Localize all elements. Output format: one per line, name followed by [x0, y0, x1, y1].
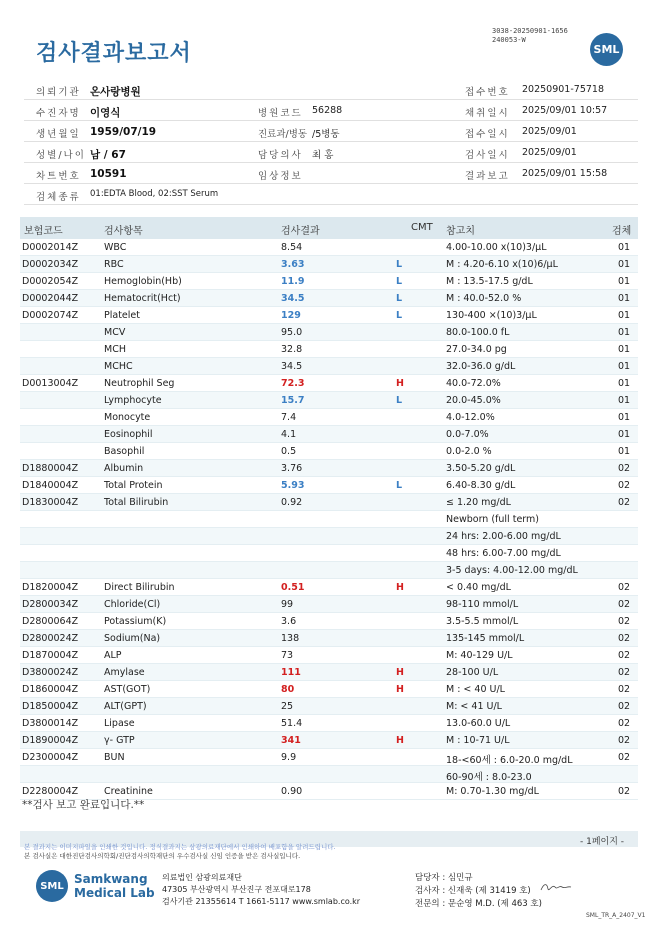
cell-ref: 4.00-10.00 x(10)3/μL [446, 242, 547, 253]
cell-result: 32.8 [281, 344, 303, 355]
cell-code: D2800034Z [22, 599, 79, 610]
cell-code: D1840004Z [22, 480, 79, 491]
patient-value: 이영식 [90, 107, 121, 119]
cell-item: MCH [104, 344, 126, 355]
cell-result: 15.7 [281, 395, 305, 406]
cell-ref: 130-400 ×(10)3/μL [446, 310, 537, 321]
table-row [20, 358, 638, 375]
address-line3: 검사기관 21355614 T 1661-5117 www.smlab.co.kr [162, 897, 361, 906]
receipt-no-value: 20250901-75718 [522, 84, 605, 95]
cell-code: D1830004Z [22, 497, 79, 508]
cell-result: 25 [281, 701, 294, 712]
table-row [20, 528, 638, 545]
collect-label: 채취일시 [465, 108, 510, 119]
cell-ref: 0.0-2.0 % [446, 446, 492, 457]
cell-ref: M : 13.5-17.5 g/dL [446, 276, 533, 287]
cell-result: 34.5 [281, 361, 303, 372]
collect-value: 2025/09/01 10:57 [522, 105, 608, 116]
cell-specimen: 02 [618, 667, 631, 678]
cell-ref: ≤ 1.20 mg/dL [446, 497, 511, 508]
cell-item: Chloride(Cl) [104, 599, 161, 610]
cell-code: D1860004Z [22, 684, 79, 695]
cell-code: D1880004Z [22, 463, 79, 474]
cell-code: D2280004Z [22, 786, 79, 797]
cell-item: Lipase [104, 718, 135, 729]
results-table-header [20, 217, 638, 239]
cell-cmt: L [396, 259, 403, 270]
cell-item: Sodium(Na) [104, 633, 161, 644]
cell-result: 138 [281, 633, 300, 644]
table-row [20, 647, 638, 664]
header-specimen: 검체 [612, 226, 632, 237]
cell-item: MCV [104, 327, 126, 338]
table-row [20, 664, 638, 681]
cell-cmt: L [396, 293, 403, 304]
cell-specimen: 01 [618, 242, 631, 253]
cell-cmt: H [396, 378, 404, 389]
table-row [20, 545, 638, 562]
report-value: 2025/09/01 15:58 [522, 168, 608, 179]
cell-specimen: 01 [618, 378, 631, 389]
table-row [20, 375, 638, 392]
page-number: - 1페이지 - [580, 837, 625, 847]
receive-value: 2025/09/01 [522, 126, 577, 137]
certification-note: 본 검사실은 대한진단검사의학회/진단검사의학재단의 우수검사실 신임 인증을 받은 검사실입니다. [24, 852, 301, 860]
table-row [20, 562, 638, 579]
table-row [20, 409, 638, 426]
table-row [20, 392, 638, 409]
cell-result: 11.9 [281, 276, 305, 287]
cell-ref: 135-145 mmol/L [446, 633, 525, 644]
receive-label: 접수일시 [465, 129, 510, 140]
table-row [20, 494, 638, 511]
table-row [20, 273, 638, 290]
report-complete-note: **검사 보고 완료입니다.** [22, 799, 145, 811]
table-row [20, 715, 638, 732]
cell-cmt: L [396, 310, 403, 321]
cell-ref: 40.0-72.0% [446, 378, 501, 389]
address-line1: 의료법인 삼광의료재단 [162, 873, 242, 882]
cell-item: BUN [104, 752, 125, 763]
report-label: 결과보고 [465, 171, 510, 182]
chart-label: 차트번호 [36, 171, 81, 182]
cell-ref: 4.0-12.0% [446, 412, 495, 423]
header-code: 보험코드 [24, 226, 63, 237]
specimen-label: 검체종류 [36, 192, 81, 203]
cell-code: D1890004Z [22, 735, 79, 746]
patient-label: 수진자명 [36, 108, 81, 119]
cell-code: D1870004Z [22, 650, 79, 661]
birth-value: 1959/07/19 [90, 126, 157, 138]
cell-result: 95.0 [281, 327, 303, 338]
staff-info [415, 872, 542, 911]
footer-sml-logo: SML [36, 870, 68, 902]
requester-value: 온사랑병원 [90, 86, 141, 98]
cell-specimen: 01 [618, 259, 631, 270]
dept-value: /5병동 [312, 129, 340, 140]
cell-specimen: 02 [618, 786, 631, 797]
cell-specimen: 01 [618, 361, 631, 372]
cell-item: Creatinine [104, 786, 153, 797]
header-result: 검사결과 [281, 226, 320, 237]
sex-age-value: 남 / 67 [90, 149, 126, 161]
cell-item: Total Protein [104, 480, 163, 491]
cell-ref: M: < 41 U/L [446, 701, 502, 712]
cell-item: ALP [104, 650, 122, 661]
table-row [20, 426, 638, 443]
table-row [20, 681, 638, 698]
cell-item: Albumin [104, 463, 144, 474]
cell-code: D3800024Z [22, 667, 79, 678]
cell-ref: M : 40.0-52.0 % [446, 293, 522, 304]
cell-result: 0.51 [281, 582, 305, 593]
brand-line1: Samkwang [74, 872, 148, 886]
brand-name [74, 872, 155, 900]
cell-code: D0002014Z [22, 242, 79, 253]
requester-label: 의뢰기관 [36, 87, 81, 98]
cell-result: 51.4 [281, 718, 303, 729]
form-code: SML_TR_A_2407_V1 [586, 912, 646, 919]
cell-ref: 0.0-7.0% [446, 429, 489, 440]
sex-age-label: 성별/나이 [36, 150, 86, 161]
receipt-no-label: 접수번호 [465, 87, 510, 98]
cell-cmt: H [396, 667, 404, 678]
cell-cmt: H [396, 684, 404, 695]
document-id-line1: 3038-20250901-1656 [492, 27, 568, 35]
cell-result: 4.1 [281, 429, 297, 440]
cell-ref: M : 4.20-6.10 x(10)6/μL [446, 259, 558, 270]
cell-ref: M : 10-71 U/L [446, 735, 510, 746]
cell-item: MCHC [104, 361, 133, 372]
cell-code: D3800014Z [22, 718, 79, 729]
cell-specimen: 02 [618, 582, 631, 593]
cell-result: 0.90 [281, 786, 303, 797]
cell-result: 129 [281, 310, 301, 321]
cell-result: 8.54 [281, 242, 303, 253]
birth-label: 생년월일 [36, 129, 81, 140]
header-ref: 참고치 [446, 226, 475, 237]
header-item: 검사항목 [104, 226, 143, 237]
cell-ref: 3.50-5.20 g/dL [446, 463, 516, 474]
cell-specimen: 01 [618, 310, 631, 321]
cell-result: 7.4 [281, 412, 297, 423]
table-row [20, 324, 638, 341]
cell-cmt: L [396, 276, 403, 287]
cell-result: 3.76 [281, 463, 303, 474]
cell-ref: 80.0-100.0 fL [446, 327, 510, 338]
cell-result: 3.6 [281, 616, 297, 627]
cell-item: γ- GTP [104, 735, 135, 746]
specimen-value: 01:EDTA Blood, 02:SST Serum [90, 189, 219, 199]
cell-result: 3.63 [281, 259, 305, 270]
cell-result: 99 [281, 599, 294, 610]
cell-item: ALT(GPT) [104, 701, 147, 712]
cell-code: D2300004Z [22, 752, 79, 763]
table-row [20, 239, 638, 256]
cell-ref: < 0.40 mg/dL [446, 582, 511, 593]
cell-ref: 48 hrs: 6.00-7.00 mg/dL [446, 548, 561, 559]
staff-line2: 검사자 : 신재욱 (제 31419 호) [415, 886, 531, 896]
cell-result: 9.9 [281, 752, 297, 763]
table-row [20, 630, 638, 647]
table-row [20, 443, 638, 460]
cell-code: D2800064Z [22, 616, 79, 627]
hospital-code-value: 56288 [312, 105, 343, 116]
cell-item: Amylase [104, 667, 145, 678]
cell-ref: 24 hrs: 2.00-6.00 mg/dL [446, 531, 561, 542]
cell-code: D0002054Z [22, 276, 79, 287]
cell-code: D0002034Z [22, 259, 79, 270]
cell-item: WBC [104, 242, 127, 253]
cell-item: Neutrophil Seg [104, 378, 175, 389]
cell-specimen: 02 [618, 616, 631, 627]
table-row [20, 596, 638, 613]
cell-cmt: L [396, 395, 403, 406]
watermark-notice: 본 결과지는 이미지파일을 인쇄한 것입니다. 정식결과지는 삼광의료재단에서 인쇄하여 배포함을 알려드립니다. [24, 843, 336, 851]
cell-specimen: 02 [618, 633, 631, 644]
cell-item: Direct Bilirubin [104, 582, 175, 593]
cell-specimen: 02 [618, 701, 631, 712]
cell-ref: 18-<60세 : 6.0-20.0 mg/dL [446, 755, 573, 766]
cell-ref: 27.0-34.0 pg [446, 344, 507, 355]
cell-item: Platelet [104, 310, 140, 321]
cell-item: Potassium(K) [104, 616, 167, 627]
cell-specimen: 01 [618, 344, 631, 355]
cell-item: Hemoglobin(Hb) [104, 276, 182, 287]
cell-item: Lymphocyte [104, 395, 162, 406]
cell-result: 111 [281, 667, 301, 678]
cell-item: Hematocrit(Hct) [104, 293, 181, 304]
cell-specimen: 01 [618, 395, 631, 406]
cell-ref: M: 0.70-1.30 mg/dL [446, 786, 539, 797]
cell-item: Eosinophil [104, 429, 153, 440]
cell-specimen: 01 [618, 327, 631, 338]
table-row [20, 477, 638, 494]
clinical-label: 임상정보 [258, 171, 303, 182]
hospital-code-label: 병원코드 [258, 108, 303, 119]
table-row [20, 307, 638, 324]
cell-code: D0002074Z [22, 310, 79, 321]
table-row [20, 698, 638, 715]
cell-ref: 20.0-45.0% [446, 395, 501, 406]
cell-ref: 28-100 U/L [446, 667, 499, 678]
address-line2: 47305 부산광역시 부산진구 전포대로178 [162, 885, 311, 894]
table-row [20, 579, 638, 596]
test-date-value: 2025/09/01 [522, 147, 577, 158]
cell-code: D0013004Z [22, 378, 79, 389]
cell-ref: 98-110 mmol/L [446, 599, 519, 610]
cell-specimen: 02 [618, 497, 631, 508]
staff-line1: 담당자 : 심민규 [415, 873, 473, 883]
cell-cmt: L [396, 480, 403, 491]
dept-label: 진료과/병동 [258, 129, 308, 140]
cell-result: 5.93 [281, 480, 305, 491]
table-row [20, 749, 638, 766]
cell-item: Monocyte [104, 412, 151, 423]
table-row [20, 511, 638, 528]
document-id-line2: 240053-W [492, 36, 526, 44]
cell-result: 0.92 [281, 497, 303, 508]
cell-specimen: 01 [618, 446, 631, 457]
cell-specimen: 02 [618, 735, 631, 746]
table-row [20, 460, 638, 477]
cell-result: 0.5 [281, 446, 297, 457]
cell-code: D2800024Z [22, 633, 79, 644]
cell-specimen: 02 [618, 718, 631, 729]
table-row [20, 290, 638, 307]
cell-ref: 3-5 days: 4.00-12.00 mg/dL [446, 565, 578, 576]
table-row [20, 766, 638, 783]
staff-line3: 전문의 : 문순영 M.D. (제 463 호) [415, 899, 542, 909]
table-row [20, 613, 638, 630]
cell-item: Total Bilirubin [104, 497, 169, 508]
test-date-label: 검사일시 [465, 150, 510, 161]
cell-item: Basophil [104, 446, 145, 457]
cell-code: D1820004Z [22, 582, 79, 593]
chart-value: 10591 [90, 168, 127, 180]
header-cmt: CMT [411, 222, 433, 233]
cell-cmt: H [396, 582, 404, 593]
brand-line2: Medical Lab [74, 886, 155, 900]
cell-result: 73 [281, 650, 294, 661]
cell-specimen: 01 [618, 429, 631, 440]
cell-ref: M : < 40 U/L [446, 684, 505, 695]
cell-result: 341 [281, 735, 301, 746]
cell-specimen: 01 [618, 276, 631, 287]
cell-result: 34.5 [281, 293, 305, 304]
cell-ref: Newborn (full term) [446, 514, 539, 525]
lab-address [162, 872, 360, 908]
cell-specimen: 02 [618, 463, 631, 474]
page-title: 검사결과보고서 [36, 41, 192, 66]
table-row [20, 256, 638, 273]
cell-specimen: 02 [618, 599, 631, 610]
cell-specimen: 02 [618, 480, 631, 491]
document-id [492, 27, 568, 45]
cell-ref: 60-90세 : 8.0-23.0 [446, 772, 532, 783]
cell-ref: 13.0-60.0 U/L [446, 718, 511, 729]
cell-specimen: 02 [618, 684, 631, 695]
cell-item: AST(GOT) [104, 684, 151, 695]
cell-item: RBC [104, 259, 124, 270]
doctor-label: 담당의사 [258, 150, 303, 161]
cell-specimen: 01 [618, 412, 631, 423]
cell-ref: M: 40-129 U/L [446, 650, 513, 661]
cell-code: D0002044Z [22, 293, 79, 304]
cell-ref: 3.5-5.5 mmol/L [446, 616, 519, 627]
doctor-value: 최 홍 [312, 150, 334, 161]
cell-specimen: 01 [618, 293, 631, 304]
cell-ref: 32.0-36.0 g/dL [446, 361, 516, 372]
cell-specimen: 02 [618, 752, 631, 763]
cell-ref: 6.40-8.30 g/dL [446, 480, 516, 491]
cell-result: 72.3 [281, 378, 305, 389]
cell-code: D1850004Z [22, 701, 79, 712]
sml-logo: SML [590, 33, 623, 66]
cell-result: 80 [281, 684, 295, 695]
signature-icon [540, 881, 572, 893]
table-row [20, 732, 638, 749]
cell-specimen: 02 [618, 650, 631, 661]
cell-cmt: H [396, 735, 404, 746]
table-row [20, 341, 638, 358]
